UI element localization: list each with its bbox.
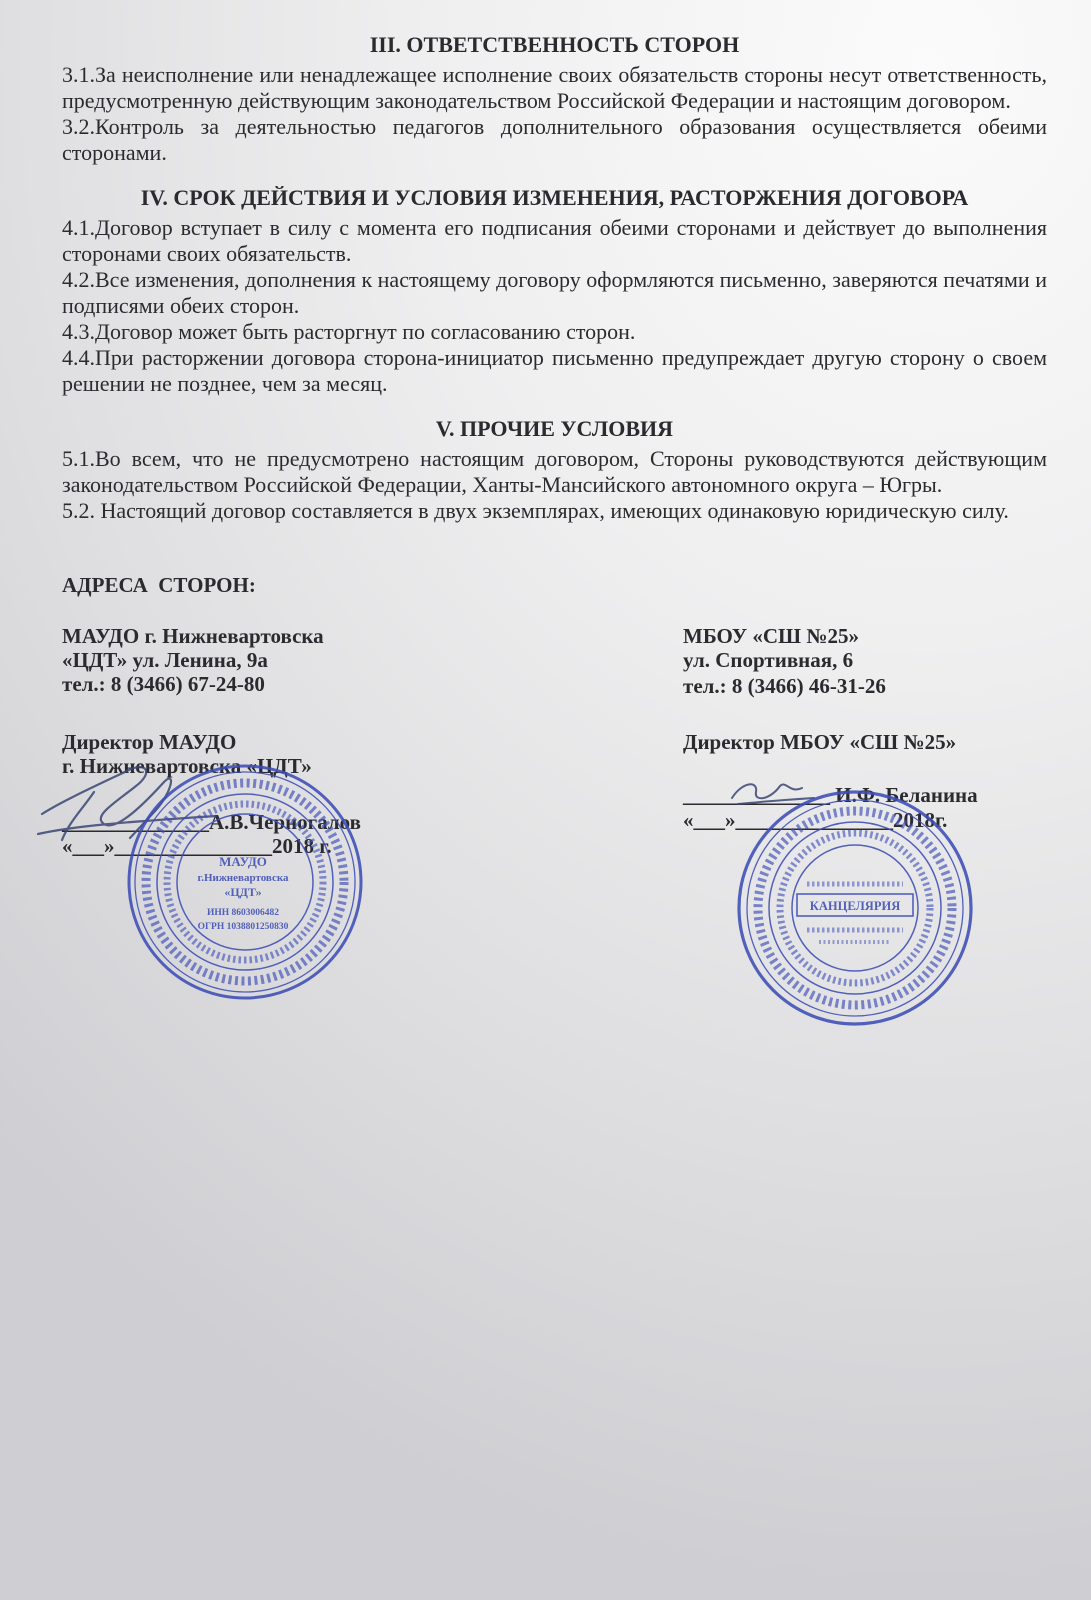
party-left-date-line: «___»_______________2018 г. bbox=[62, 834, 332, 858]
stamp-left-line1: МАУДО bbox=[219, 854, 267, 869]
addresses-title: АДРЕСА СТОРОН: bbox=[62, 573, 256, 597]
contract-body bbox=[62, 32, 1047, 524]
section-heading: V. ПРОЧИЕ УСЛОВИЯ bbox=[435, 416, 674, 441]
party-left-phone: тел.: 8 (3466) 67-24-80 bbox=[62, 672, 265, 696]
party-right-address: ул. Спортивная, 6 bbox=[683, 648, 854, 672]
party-left-director-title: Директор МАУДО bbox=[62, 730, 237, 754]
party-left-address: «ЦДТ» ул. Ленина, 9а bbox=[62, 648, 268, 672]
section-other-terms bbox=[62, 416, 1047, 524]
clause-4-2: 4.2.Все изменения, дополнения к настоящему договору оформляются письменно, заверяются печатями и подписями обеих сторон. bbox=[62, 267, 1047, 318]
party-left-director-org: г. Нижневартовска «ЦДТ» bbox=[62, 754, 312, 778]
clause-3-2: 3.2.Контроль за деятельностью педагогов дополнительного образования осуществляется обеими сторонами. bbox=[62, 114, 1047, 165]
party-right-director-title: Директор МБОУ «СШ №25» bbox=[683, 730, 957, 754]
section-term bbox=[62, 185, 1047, 397]
section-heading: III. ОТВЕТСТВЕННОСТЬ СТОРОН bbox=[369, 32, 740, 57]
section-heading: IV. СРОК ДЕЙСТВИЯ И УСЛОВИЯ ИЗМЕНЕНИЯ, РАСТОРЖЕНИЯ ДОГОВОРА bbox=[140, 185, 969, 210]
clause-3-1: 3.1.За неисполнение или ненадлежащее исполнение своих обязательств стороны несут ответственность, предусмотренную действующим законодательством Российской Федерации и настоящим договором. bbox=[62, 62, 1047, 113]
party-right-signature-line: ______________ И.Ф. Беланина bbox=[683, 783, 978, 807]
stamp-left-line2: г.Нижневартовска bbox=[197, 872, 289, 884]
stamp-left-line3: «ЦДТ» bbox=[224, 885, 262, 899]
party-left-org: МАУДО г. Нижневартовска bbox=[62, 624, 324, 648]
stamp-right-center-text: КАНЦЕЛЯРИЯ bbox=[809, 899, 901, 913]
clause-5-2: 5.2. Настоящий договор составляется в двух экземплярах, имеющих одинаковую юридическую силу. bbox=[62, 498, 1009, 523]
stamp-right bbox=[735, 788, 975, 1028]
stamp-left-ogrn: ОГРН 1038801250830 bbox=[197, 922, 289, 932]
stamp-left-inn: ИНН 8603006482 bbox=[206, 908, 280, 918]
party-right-date-line: «___»_______________2018г. bbox=[683, 808, 948, 832]
stamp-left bbox=[125, 762, 365, 1002]
party-left-signature-line: ______________А.В.Черногалов bbox=[62, 810, 362, 834]
clause-4-3: 4.3.Договор может быть расторгнут по согласованию сторон. bbox=[62, 319, 636, 344]
party-right-org: МБОУ «СШ №25» bbox=[683, 624, 859, 648]
clause-4-1: 4.1.Договор вступает в силу с момента его подписания обеими сторонами и действует до выполнения сторонами своих обязательств. bbox=[62, 215, 1047, 266]
clause-4-4: 4.4.При расторжении договора сторона-инициатор письменно предупреждает другую сторону о своем решении не позднее, чем за месяц. bbox=[62, 345, 1047, 396]
section-liability bbox=[62, 32, 1047, 166]
party-right-phone: тел.: 8 (3466) 46-31-26 bbox=[683, 674, 886, 698]
clause-5-1: 5.1.Во всем, что не предусмотрено настоящим договором, Стороны руководствуются действующим законодательством Российской Федерации, Ханты-Мансийского автономного округа – Югры. bbox=[62, 446, 1047, 497]
